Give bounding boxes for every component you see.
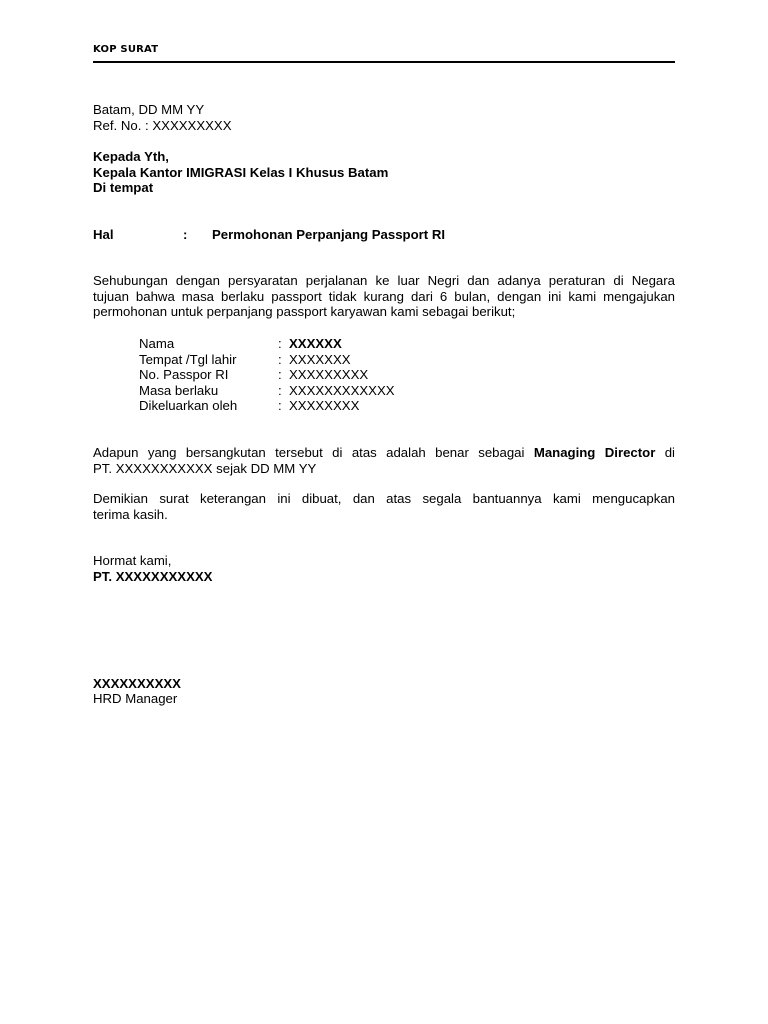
statement-line-1 bbox=[93, 445, 675, 461]
position-title: Managing Director bbox=[533, 445, 656, 460]
reference-number: Ref. No. : XXXXXXXXX bbox=[93, 118, 232, 133]
statement-paragraph bbox=[93, 445, 675, 476]
field-value: XXXXXXXXX bbox=[289, 367, 369, 383]
field-label: No. Passpor RI bbox=[139, 367, 229, 383]
field-row-nama bbox=[139, 336, 559, 352]
field-label: Nama bbox=[139, 336, 175, 351]
recipient-place: Di tempat bbox=[93, 180, 154, 195]
field-colon: : bbox=[278, 367, 282, 383]
field-value: XXXXXXX bbox=[289, 351, 351, 367]
field-label: Dikeluarkan oleh bbox=[139, 398, 238, 414]
closing-line: Demikian surat keterangan ini dibuat, dan atas segala bantuannya kami mengucapkan bbox=[93, 491, 675, 506]
field-row-dikeluarkan-oleh bbox=[139, 398, 559, 414]
salutation: Hormat kami, bbox=[93, 553, 172, 568]
field-row-masa-berlaku bbox=[139, 383, 559, 399]
subject-label: Hal bbox=[93, 227, 114, 242]
field-colon: : bbox=[278, 336, 282, 351]
letterhead-label: KOP SURAT bbox=[93, 44, 159, 55]
field-value: XXXXXX bbox=[289, 336, 342, 351]
closing-line: terima kasih. bbox=[93, 506, 168, 522]
place-date: Batam, DD MM YY bbox=[93, 102, 205, 117]
subject-colon: : bbox=[183, 227, 188, 242]
signatory-name: XXXXXXXXXX bbox=[93, 676, 181, 691]
field-row-tempat-tgl-lahir bbox=[139, 352, 559, 368]
signatory-title: HRD Manager bbox=[93, 691, 178, 706]
recipient-greeting: Kepada Yth, bbox=[93, 149, 169, 164]
sender-company: PT. XXXXXXXXXXX bbox=[93, 569, 213, 584]
field-value: XXXXXXXX bbox=[289, 398, 360, 414]
field-colon: : bbox=[278, 398, 282, 414]
employee-details bbox=[139, 336, 559, 414]
field-label: Tempat /Tgl lahir bbox=[139, 351, 237, 367]
statement-text-end: di bbox=[664, 445, 675, 460]
subject-value: Permohonan Perpanjang Passport RI bbox=[212, 227, 446, 242]
field-label: Masa berlaku bbox=[139, 382, 219, 398]
statement-text: Adapun yang bersangkutan tersebut di atas adalah benar sebagai bbox=[93, 445, 525, 460]
intro-line: tujuan bahwa masa berlaku passport tidak kurang dari 6 bulan, dengan ini kami mengajukan bbox=[93, 288, 675, 304]
intro-paragraph bbox=[93, 273, 675, 320]
field-value: XXXXXXXXXXXX bbox=[289, 382, 395, 398]
letterhead-rule bbox=[93, 61, 675, 63]
intro-line: Sehubungan dengan persyaratan perjalanan ke luar Negri dan adanya peraturan di Negara bbox=[93, 273, 675, 288]
field-colon: : bbox=[278, 351, 282, 367]
field-row-no-passpor bbox=[139, 367, 559, 383]
field-colon: : bbox=[278, 382, 282, 398]
closing-paragraph bbox=[93, 491, 675, 522]
intro-line: permohonan untuk perpanjang passport karyawan kami sebagai berikut; bbox=[93, 304, 516, 320]
statement-line-2: PT. XXXXXXXXXXX sejak DD MM YY bbox=[93, 460, 317, 476]
recipient-office: Kepala Kantor IMIGRASI Kelas I Khusus Batam bbox=[93, 165, 389, 180]
